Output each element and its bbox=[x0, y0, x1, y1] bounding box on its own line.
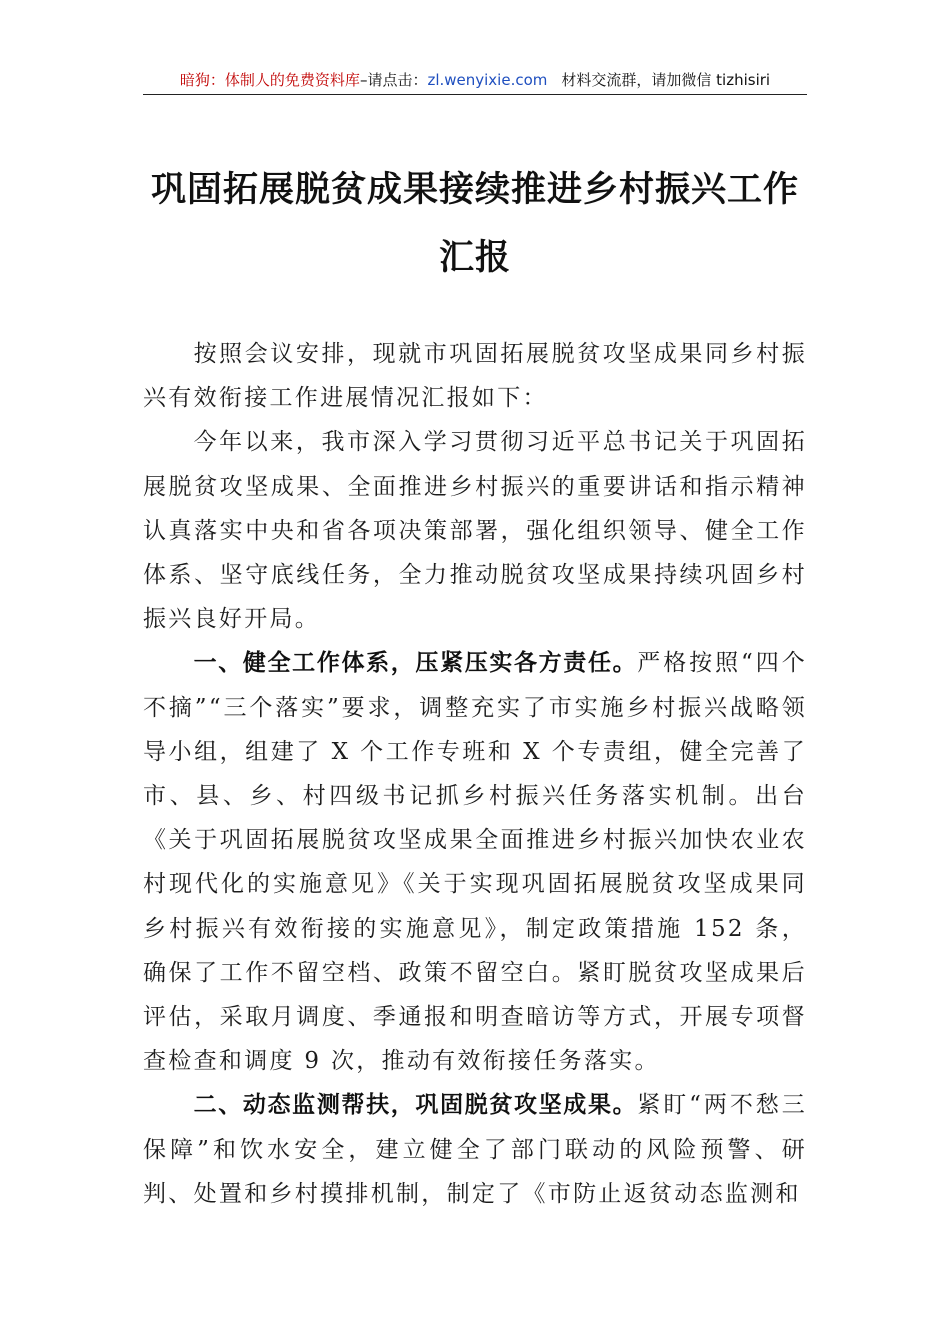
paragraph-intro: 按照会议安排，现就市巩固拓展脱贫攻坚成果同乡村振兴有效衔接工作进展情况汇报如下： bbox=[143, 341, 807, 412]
page-header bbox=[143, 66, 807, 95]
header-url-link[interactable]: zl.wenyixie.com bbox=[427, 71, 548, 89]
header-prompt: –请点击： bbox=[359, 71, 428, 89]
section-1-text: 严格按照“四个不摘”“三个落实”要求，调整充实了市实施乡村振兴战略领导小组，组建了 X 个工作专班和 X 个专责组，健全完善了市、县、乡、村四级书记抓乡村振兴任务落实机制。出台《关于巩固拓展脱贫攻坚成果全面推进乡村振兴加快农业农村现代化的实施意见》《关于实现巩固拓展脱贫攻坚成果同乡村振兴有效衔接的实施意见》，制定政策措施 152 条，确保了工作不留空档、政策不留空白。紧盯脱贫攻坚成果后评估，采取月调度、季通报和明查暗访等方式，开展专项督查检查和调度 9 次，推动有效衔接任务落实。 bbox=[143, 650, 808, 1075]
header-contact: 材料交流群，请加微信 tizhisiri bbox=[561, 71, 771, 89]
paragraph-section-2 bbox=[143, 1083, 807, 1216]
section-2-text: 紧盯“两不愁三保障”和饮水安全，建立健全了部门联动的风险预警、研判、处置和乡村摸排机制，制定了《市防止返贫动态监测和 bbox=[143, 1092, 808, 1207]
paragraph-section-1 bbox=[143, 641, 807, 1083]
document-title-line2: 汇报 bbox=[438, 237, 511, 278]
section-1-heading: 一、健全工作体系，压紧压实各方责任。 bbox=[193, 649, 638, 677]
document-title-line1: 巩固拓展脱贫成果接续推进乡村振兴工作 bbox=[150, 169, 799, 210]
section-2-heading: 二、动态监测帮扶，巩固脱贫攻坚成果。 bbox=[193, 1091, 638, 1119]
document-body bbox=[143, 332, 807, 1216]
paragraph-overview: 今年以来，我市深入学习贯彻习近平总书记关于巩固拓展脱贫攻坚成果、全面推进乡村振兴的重要讲话和指示精神认真落实中央和省各项决策部署，强化组织领导、健全工作体系、坚守底线任务，全力推动脱贫攻坚成果持续巩固乡村振兴良好开局。 bbox=[143, 429, 807, 633]
header-brand: 暗狗：体制人的免费资料库 bbox=[179, 71, 360, 89]
